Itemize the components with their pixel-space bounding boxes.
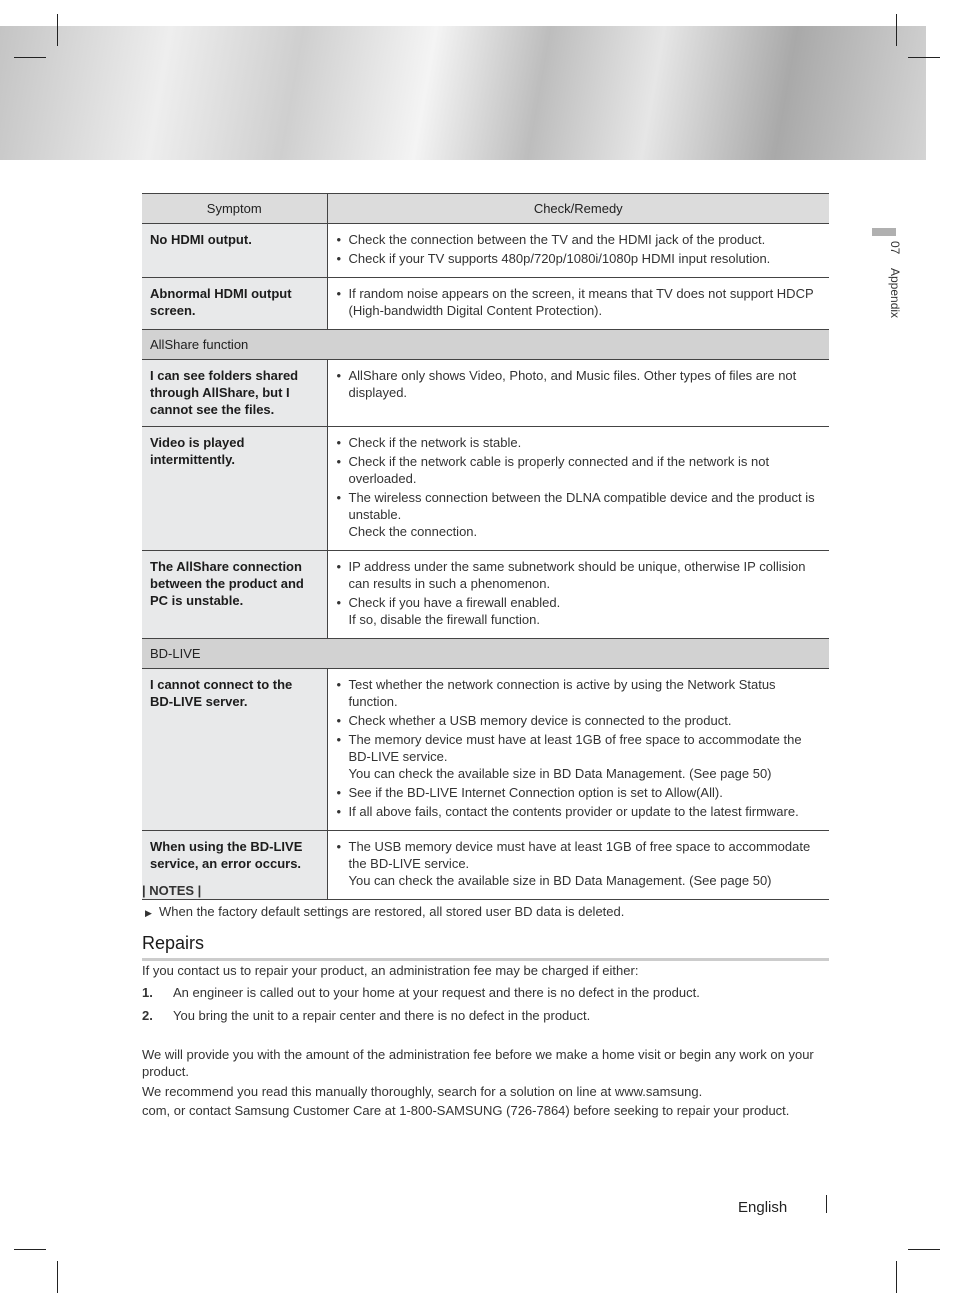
table-row	[142, 278, 829, 330]
crop-mark	[57, 1261, 58, 1293]
remedy-cell	[327, 278, 829, 330]
heading-underline	[142, 958, 829, 961]
remedy-item	[336, 453, 822, 487]
crop-mark	[896, 14, 897, 46]
remedy-item	[336, 250, 822, 267]
remedy-cell	[327, 551, 829, 639]
remedy-text: • Check if you have a firewall enabled.	[348, 595, 561, 610]
remedy-text: • The USB memory device must have at least 1GB of free space to accommodate the BD-LIVE service.	[348, 839, 811, 871]
remedy-text: • IP address under the same subnetwork should be unique, otherwise IP collision can results in such a phenomenon.	[348, 559, 806, 591]
note-text: When the factory default settings are restored, all stored user BD data is deleted.	[159, 904, 625, 919]
chapter-title: Appendix	[888, 267, 902, 318]
remedy-cell	[327, 831, 829, 900]
chapter-tab-marker	[872, 228, 896, 236]
symptom-cell: No HDMI output.	[142, 224, 327, 278]
remedy-item	[336, 558, 822, 592]
remedy-text: You can check the available size in BD Data Management. (See page 50)	[348, 766, 772, 781]
list-number: 1.	[142, 985, 153, 1000]
remedy-item	[336, 838, 822, 889]
repairs-list-item	[142, 1008, 590, 1023]
header-banner	[0, 26, 926, 160]
symptom-cell: I can see folders shared through AllShare, but I cannot see the files.	[142, 360, 327, 427]
remedy-cell	[327, 360, 829, 427]
remedy-text: • Check if your TV supports 480p/720p/1080i/1080p HDMI input resolution.	[348, 251, 771, 266]
remedy-text: Check the connection.	[348, 524, 478, 539]
section-row	[142, 639, 829, 669]
symptom-cell: Video is played intermittently.	[142, 427, 327, 551]
table-row	[142, 831, 829, 900]
table-row	[142, 669, 829, 831]
remedy-cell	[327, 224, 829, 278]
crop-mark	[14, 1249, 46, 1250]
chapter-number: 07	[888, 241, 902, 255]
column-header-symptom: Symptom	[142, 194, 327, 224]
symptom-cell: I cannot connect to the BD-LIVE server.	[142, 669, 327, 831]
symptom-cell: When using the BD-LIVE service, an error occurs.	[142, 831, 327, 900]
remedy-text: If so, disable the firewall function.	[348, 612, 540, 627]
remedy-item	[336, 367, 822, 401]
list-text: An engineer is called out to your home at your request and there is no defect in the product.	[173, 985, 700, 1000]
table-row	[142, 427, 829, 551]
repairs-heading: Repairs	[142, 933, 205, 953]
remedy-text: • If random noise appears on the screen, it means that TV does not support HDCP (High-bandwidth Digital Content Protection).	[348, 286, 814, 318]
remedy-item	[336, 676, 822, 710]
column-header-remedy: Check/Remedy	[327, 194, 829, 224]
remedy-item	[336, 489, 822, 540]
remedy-item	[336, 594, 822, 628]
symptom-cell: Abnormal HDMI output screen.	[142, 278, 327, 330]
arrow-right-icon: ▶	[145, 908, 152, 918]
remedy-item	[336, 803, 822, 820]
remedy-text: • The wireless connection between the DLNA compatible device and the product is unstable.	[348, 490, 815, 522]
remedy-list	[336, 676, 822, 820]
symptom-cell: The AllShare connection between the product and PC is unstable.	[142, 551, 327, 639]
repairs-paragraph	[142, 1083, 829, 1119]
crop-mark	[896, 1261, 897, 1293]
table-body	[142, 224, 829, 900]
remedy-item	[336, 231, 822, 248]
remedy-item	[336, 784, 822, 801]
remedy-text: • Check whether a USB memory device is connected to the product.	[348, 713, 732, 728]
remedy-list	[336, 285, 822, 319]
remedy-text: • Test whether the network connection is active by using the Network Status function.	[348, 677, 776, 709]
remedy-cell	[327, 427, 829, 551]
remedy-list	[336, 434, 822, 540]
remedy-text: • If all above fails, contact the contents provider or update to the latest firmware.	[348, 804, 799, 819]
remedy-text: • Check the connection between the TV and the HDMI jack of the product.	[348, 232, 766, 247]
notes-title: | NOTES |	[142, 883, 202, 898]
paragraph-line: com, or contact Samsung Customer Care at 1-800-SAMSUNG (726-7864) before seeking to repair your product.	[142, 1103, 790, 1118]
repairs-paragraph: We will provide you with the amount of the administration fee before we make a home visit or begin any work on your product.	[142, 1047, 814, 1079]
remedy-item	[336, 285, 822, 319]
note-item	[145, 904, 624, 919]
remedy-text: • AllShare only shows Video, Photo, and Music files. Other types of files are not displayed.	[348, 368, 797, 400]
chapter-side-label	[888, 241, 902, 328]
remedy-list	[336, 367, 822, 401]
remedy-text: • See if the BD-LIVE Internet Connection option is set to Allow(All).	[348, 785, 723, 800]
remedy-text: • Check if the network cable is properly connected and if the network is not overloaded.	[348, 454, 770, 486]
repairs-intro: If you contact us to repair your product, an administration fee may be charged if either:	[142, 963, 639, 978]
remedy-text: You can check the available size in BD Data Management. (See page 50)	[348, 873, 772, 888]
crop-mark	[57, 14, 58, 46]
crop-mark	[908, 1249, 940, 1250]
remedy-item	[336, 731, 822, 782]
remedy-list	[336, 838, 822, 889]
section-row	[142, 330, 829, 360]
remedy-text: • Check if the network is stable.	[348, 435, 522, 450]
section-header-bdlive: BD-LIVE	[142, 639, 829, 669]
list-text: You bring the unit to a repair center and there is no defect in the product.	[173, 1008, 591, 1023]
table-row	[142, 551, 829, 639]
section-header-allshare: AllShare function	[142, 330, 829, 360]
remedy-list	[336, 558, 822, 628]
troubleshooting-table	[142, 193, 829, 900]
repairs-list-item	[142, 985, 700, 1000]
remedy-item	[336, 712, 822, 729]
table-row	[142, 224, 829, 278]
remedy-cell	[327, 669, 829, 831]
remedy-list	[336, 231, 822, 267]
footer-language: English	[738, 1199, 788, 1216]
paragraph-line: We recommend you read this manually thoroughly, search for a solution on line at www.samsung.	[142, 1084, 703, 1099]
remedy-item	[336, 434, 822, 451]
remedy-text: • The memory device must have at least 1GB of free space to accommodate the BD-LIVE service.	[348, 732, 802, 764]
crop-mark	[908, 57, 940, 58]
footer-divider	[826, 1195, 827, 1213]
crop-mark	[14, 57, 46, 58]
list-number: 2.	[142, 1008, 153, 1023]
table-row	[142, 360, 829, 427]
table-header-row	[142, 194, 829, 224]
